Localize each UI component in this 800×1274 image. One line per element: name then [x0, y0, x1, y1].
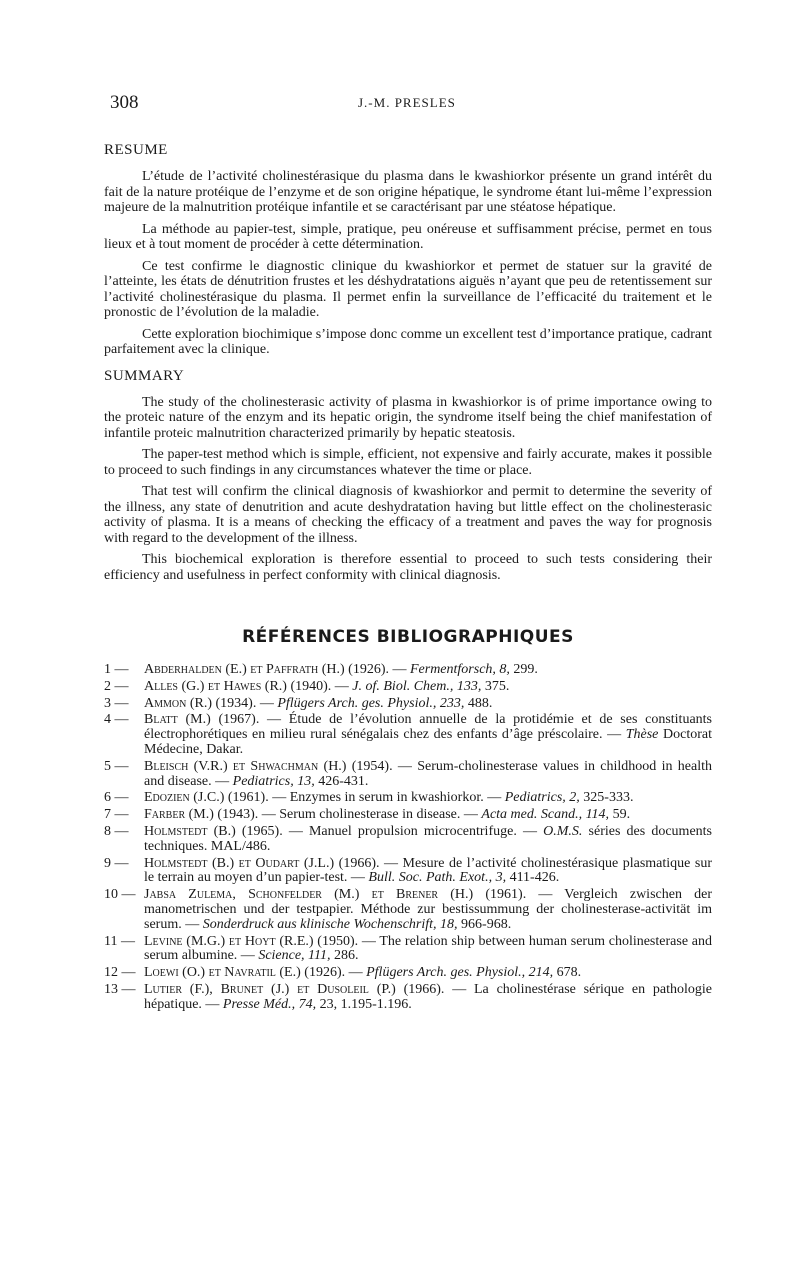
reference-pages: 286.: [330, 948, 359, 964]
reference-number: 6 —: [104, 790, 129, 806]
reference-details: (1943). — Serum cholinesterase in disease. —: [213, 807, 482, 823]
reference-journal: Pediatrics, 2,: [504, 790, 580, 806]
reference-pages: 966-968.: [457, 916, 512, 932]
running-head: J.-M. PRESLES: [358, 95, 456, 110]
reference-item: [104, 791, 712, 806]
reference-authors: Holmstedt (B.): [144, 823, 236, 839]
summary-paragraph: This biochemical exploration is therefore essential to proceed to such tests considering their efficiency and usefulness in perfect conformity with clinical diagnosis.: [104, 552, 712, 583]
reference-journal: Presse Méd., 74,: [222, 996, 317, 1012]
page-header: [0, 92, 800, 116]
resume-paragraph: La méthode au papier-test, simple, pratique, peu onéreuse et suffisamment précise, permet en tous lieux et à tout moment de procéder à cette détermination.: [104, 221, 712, 252]
reference-number: 5 —: [104, 758, 129, 774]
reference-item: [104, 966, 712, 981]
references-title: RÉFÉRENCES BIBLIOGRAPHIQUES: [242, 627, 574, 647]
resume-section: [104, 142, 712, 358]
reference-item: [104, 825, 712, 855]
reference-number: 9 —: [104, 855, 129, 871]
reference-number: 13 —: [104, 981, 136, 997]
reference-pages: 426-431.: [314, 773, 369, 789]
reference-number: 1 —: [104, 662, 129, 677]
reference-details: (1934). —: [212, 695, 278, 711]
reference-pages: 325-333.: [579, 790, 634, 806]
reference-details: (1961). — Enzymes in serum in kwashiorkor. —: [224, 790, 505, 806]
summary-section: [104, 368, 712, 584]
reference-number: 8 —: [104, 823, 129, 839]
reference-item: [104, 857, 712, 887]
reference-details: (1926). —: [300, 965, 367, 981]
reference-item: [104, 808, 712, 823]
article-body: [104, 142, 712, 1015]
summary-heading: SUMMARY: [104, 367, 185, 384]
reference-details: (1950). — The relation ship between human serum cholinesterase and serum albumine. —: [144, 933, 712, 964]
reference-authors: Loewi (O.) et Navratil (E.): [144, 965, 301, 981]
reference-journal: Science, 111,: [258, 948, 331, 964]
reference-pages: 411-426.: [506, 870, 560, 886]
reference-journal: Bull. Soc. Path. Exot., 3,: [368, 870, 507, 886]
reference-details: (1967). — Étude de l’évolution annuelle de la protidémie et de ses constituants électrophorétiques en milieu rural sénégalais chez des enfants d’âge préscolaire. —: [144, 712, 712, 743]
reference-pages: 488.: [464, 695, 493, 711]
reference-authors: Levine (M.G.) et Hoyt (R.E.): [144, 933, 314, 949]
reference-list: [104, 663, 712, 1013]
reference-pages: 299.: [509, 662, 538, 677]
reference-details: (1966). — Mesure de l’activité cholinestérasique plasmatique sur le terrain au moyen d’un papier-test. —: [144, 855, 712, 886]
reference-authors: Holmstedt (B.) et Oudart (J.L.): [144, 855, 335, 871]
reference-authors: Abderhalden (E.) et Paffrath (H.): [144, 662, 345, 677]
reference-authors: Alles (G.) et Hawes (R.): [144, 678, 287, 694]
summary-paragraph: The paper-test method which is simple, efficient, not expensive and fairly accurate, makes it possible to proceed to such findings in any circumstances whatever the time or place.: [104, 447, 712, 478]
resume-paragraph: L’étude de l’activité cholinestérasique du plasma dans le kwashiorkor présente un grand intérêt du fait de la nature protéique de l’enzyme et de son origine hépatique, le syndrome étant lui-même l’expression majeure de la malnutrition protéique infantile et se caractérisant par une stéatose hépatique.: [104, 169, 712, 215]
reference-item: [104, 983, 712, 1013]
reference-item: [104, 935, 712, 965]
reference-pages: séries des documents techniques. MAL/486.: [144, 823, 712, 854]
reference-number: 12 —: [104, 965, 136, 981]
reference-number: 11 —: [104, 933, 135, 949]
reference-pages: Doctorat Médecine, Dakar.: [144, 727, 712, 757]
reference-details: (1954). — Serum-cholinesterase values in childhood in health and disease. —: [144, 758, 712, 789]
reference-number: 2 —: [104, 678, 129, 694]
reference-journal: Fermentforsch, 8,: [409, 662, 510, 677]
reference-journal: Sonderdruck aus klinische Wochenschrift, 18,: [202, 916, 458, 932]
reference-authors: Bleisch (V.R.) et Shwachman (H.): [144, 758, 347, 774]
reference-item: [104, 713, 712, 757]
reference-pages: 59.: [609, 807, 631, 823]
resume-paragraph: Cette exploration biochimique s’impose donc comme un excellent test d’importance pratique, cadrant parfaitement avec la clinique.: [104, 326, 712, 357]
reference-details: (1966). — La cholinestérase sérique en pathologie hépatique. —: [144, 981, 713, 1012]
reference-number: 3 —: [104, 695, 129, 711]
reference-authors: Ammon (R.): [144, 695, 212, 711]
reference-authors: Farber (M.): [144, 807, 214, 823]
resume-paragraph: Ce test confirme le diagnostic clinique du kwashiorkor et permet de statuer sur la gravité de l’atteinte, les états de dénutrition frustes et les déshydratations aiguës n’ayant que peu de retentissement sur l’activité cholinestérasique du plasma. Il permet enfin la surveillance de l’efficacité du traitement et le pronostic de l’évolution de la maladie.: [104, 258, 712, 320]
reference-item: [104, 760, 712, 790]
reference-journal: Pflügers Arch. ges. Physiol., 233,: [277, 695, 465, 711]
reference-number: 10 —: [104, 887, 136, 903]
reference-number: 4 —: [104, 712, 129, 728]
reference-details: (1965). — Manuel propulsion microcentrifuge. —: [235, 823, 544, 839]
reference-authors: Jabsa Zulema, Schonfelder (M.) et Brener (H.): [144, 887, 474, 903]
reference-authors: Blatt (M.): [144, 712, 211, 728]
reference-journal: Acta med. Scand., 114,: [481, 807, 610, 823]
reference-item: [104, 888, 712, 932]
summary-paragraph: The study of the cholinesterasic activity of plasma in kwashiorkor is of prime importance owing to the proteic nature of the enzym and its hepatic origin, the syndrome itself being the chief manifestation of infantile proteic malnutrition characterized primarily by hepatic steatosis.: [104, 394, 712, 441]
reference-pages: 678.: [553, 965, 582, 981]
reference-pages: 375.: [481, 678, 510, 694]
reference-authors: Lutier (F.), Brunet (J.) et Dusoleil (P.): [144, 981, 396, 997]
reference-item: [104, 680, 712, 695]
reference-details: (1926). —: [344, 662, 410, 677]
reference-details: (1961). — Vergleich zwischen der manometrischen und der testpapier. Méthode zur bestissummung der cholinesterase-activität im serum. —: [144, 887, 712, 932]
reference-journal: Pediatrics, 13,: [232, 773, 315, 789]
reference-journal: Thèse: [625, 727, 659, 743]
reference-pages: 23, 1.195-1.196.: [316, 996, 412, 1012]
reference-item: [104, 697, 712, 712]
reference-journal: Pflügers Arch. ges. Physiol., 214,: [366, 965, 554, 981]
resume-heading: RESUME: [104, 142, 168, 158]
reference-authors: Edozien (J.C.): [144, 790, 225, 806]
page-number: 308: [110, 92, 139, 113]
reference-item: [104, 663, 712, 678]
summary-paragraph: That test will confirm the clinical diagnosis of kwashiorkor and permit to determine the severity of the illness, any state of denutrition and acute deshydratation having but little effect on the cholinesterasic activity of plasma. It is a means of checking the efficacy of a treatment and paves the way for prognosis with regard to the development of the illness.: [104, 484, 712, 546]
reference-journal: O.M.S.: [543, 823, 583, 839]
reference-details: (1940). —: [286, 678, 353, 694]
reference-journal: J. of. Biol. Chem., 133,: [352, 678, 482, 694]
reference-number: 7 —: [104, 807, 129, 823]
